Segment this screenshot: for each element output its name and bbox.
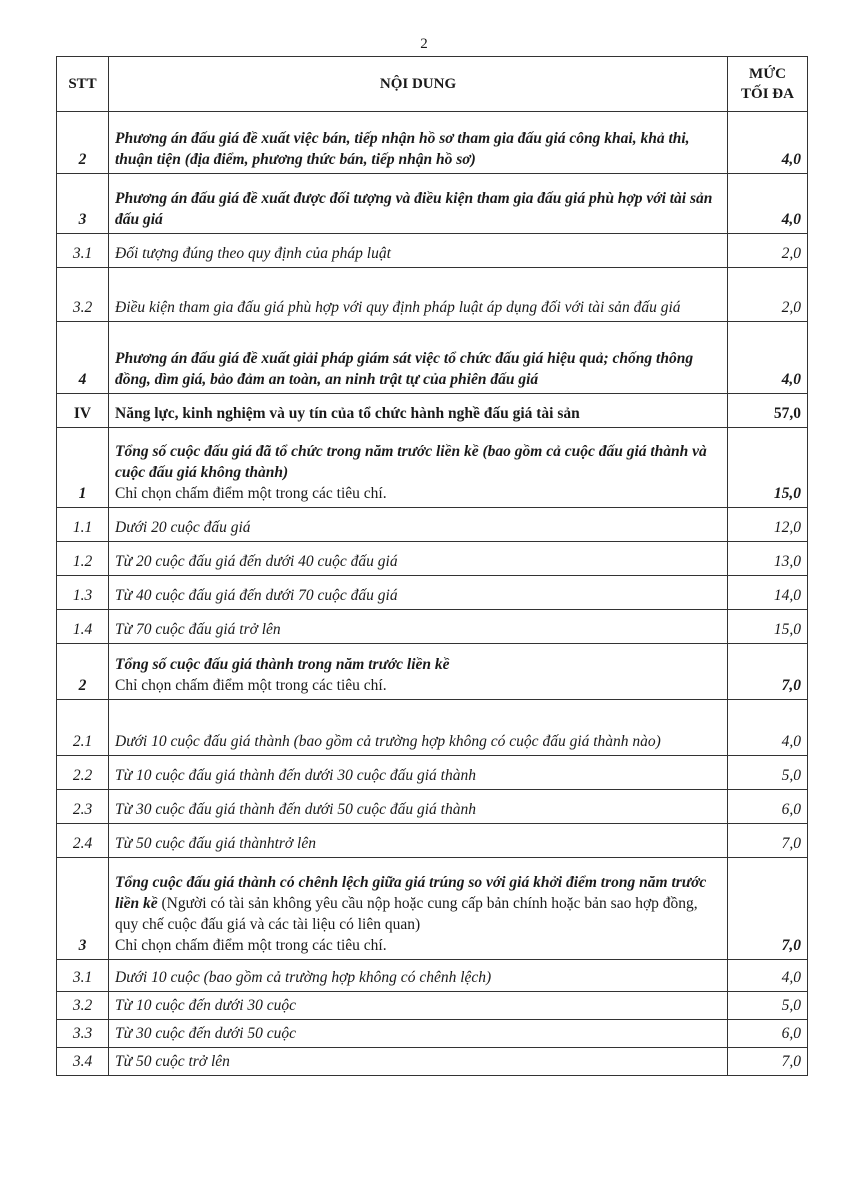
row-stt: 4 (57, 322, 109, 394)
row-title: Năng lực, kinh nghiệm và uy tín của tổ chức hành nghề đấu giá tài sản (115, 405, 580, 423)
row-content (109, 112, 728, 174)
table-header-row (57, 57, 808, 112)
row-stt: 2.1 (57, 700, 109, 756)
row-title: Từ 50 cuộc trở lên (115, 1053, 230, 1071)
row-max-score: 4,0 (728, 322, 808, 394)
row-stt: 3.4 (57, 1048, 109, 1076)
row-title: Phương án đấu giá đề xuất việc bán, tiếp nhận hồ sơ tham gia đấu giá công khai, khả thi, thuận tiện (địa điểm, phương thức bán, tiếp nhận hồ sơ) (115, 130, 690, 169)
row-stt: 2.2 (57, 756, 109, 790)
table-row (57, 112, 808, 174)
row-instruction: Chỉ chọn chấm điểm một trong các tiêu chí. (115, 485, 387, 503)
row-stt: 1.1 (57, 508, 109, 542)
row-title-text: Tổng cuộc đấu giá thành có chênh lệch giữa giá trúng so với giá khởi điểm trong năm trước liền kề (115, 874, 707, 913)
row-stt: IV (57, 394, 109, 428)
row-stt: 3.2 (57, 268, 109, 322)
row-max-score: 6,0 (728, 1020, 808, 1048)
row-content (109, 1048, 728, 1076)
row-max-score: 15,0 (728, 428, 808, 508)
row-max-score: 5,0 (728, 992, 808, 1020)
row-content (109, 268, 728, 322)
row-max-score: 4,0 (728, 112, 808, 174)
row-title: Đối tượng đúng theo quy định của pháp luật (115, 245, 391, 263)
table-row (57, 960, 808, 992)
row-stt: 1.4 (57, 610, 109, 644)
row-title: Từ 30 cuộc đến dưới 50 cuộc (115, 1025, 297, 1043)
row-max-score: 14,0 (728, 576, 808, 610)
row-max-score: 6,0 (728, 790, 808, 824)
row-title: Dưới 10 cuộc (bao gồm cả trường hợp không có chênh lệch) (115, 969, 492, 987)
row-content (109, 756, 728, 790)
row-stt: 1.2 (57, 542, 109, 576)
row-content (109, 508, 728, 542)
row-title: Điều kiện tham gia đấu giá phù hợp với quy định pháp luật áp dụng đối với tài sản đấu giá (115, 299, 681, 317)
header-max-line2: TỐI ĐA (741, 86, 794, 102)
header-max-line1: MỨC (749, 65, 786, 82)
row-title: Từ 20 cuộc đấu giá đến dưới 40 cuộc đấu giá (115, 553, 398, 571)
row-content (109, 234, 728, 268)
row-stt: 1 (57, 428, 109, 508)
row-title: Từ 50 cuộc đấu giá thànhtrở lên (115, 835, 316, 853)
table-row (57, 756, 808, 790)
row-max-score: 7,0 (728, 1048, 808, 1076)
table-row (57, 428, 808, 508)
table-row (57, 992, 808, 1020)
table-row (57, 322, 808, 394)
row-content (109, 960, 728, 992)
table-row (57, 268, 808, 322)
row-stt: 2 (57, 112, 109, 174)
scoring-criteria-table (56, 56, 808, 1076)
table-row (57, 576, 808, 610)
row-stt: 3 (57, 858, 109, 960)
row-title: Phương án đấu giá đề xuất được đối tượng và điều kiện tham gia đấu giá phù hợp với tài sản đấu giá (115, 190, 713, 229)
row-content (109, 542, 728, 576)
row-stt: 3.1 (57, 234, 109, 268)
table-row (57, 858, 808, 960)
header-content: NỘI DUNG (109, 57, 728, 112)
row-max-score: 4,0 (728, 960, 808, 992)
table-row (57, 824, 808, 858)
row-title: Dưới 10 cuộc đấu giá thành (bao gồm cả trường hợp không có cuộc đấu giá thành nào) (115, 733, 661, 751)
row-max-score: 2,0 (728, 268, 808, 322)
row-instruction: Chỉ chọn chấm điểm một trong các tiêu chí. (115, 937, 387, 955)
row-max-score: 5,0 (728, 756, 808, 790)
row-title: Phương án đấu giá đề xuất giải pháp giám sát việc tổ chức đấu giá hiệu quả; chống thông đồng, dìm giá, bảo đảm an toàn, an ninh trật tự của phiên đấu giá (115, 350, 694, 389)
row-stt: 3 (57, 174, 109, 234)
table-row (57, 542, 808, 576)
row-stt: 3.2 (57, 992, 109, 1020)
row-content (109, 790, 728, 824)
row-stt: 1.3 (57, 576, 109, 610)
table-row (57, 234, 808, 268)
row-instruction: Chỉ chọn chấm điểm một trong các tiêu chí. (115, 677, 387, 695)
header-stt: STT (57, 57, 109, 112)
row-title: Tổng số cuộc đấu giá đã tổ chức trong năm trước liền kề (bao gồm cả cuộc đấu giá thành và cuộc đấu giá không thành) (115, 443, 707, 482)
row-content (109, 428, 728, 508)
row-max-score: 12,0 (728, 508, 808, 542)
row-max-score: 57,0 (728, 394, 808, 428)
row-stt: 2.3 (57, 790, 109, 824)
table-row (57, 174, 808, 234)
table-row (57, 700, 808, 756)
table-row (57, 610, 808, 644)
row-content (109, 610, 728, 644)
row-max-score: 2,0 (728, 234, 808, 268)
row-stt: 3.1 (57, 960, 109, 992)
table-row (57, 1048, 808, 1076)
row-content (109, 992, 728, 1020)
header-max-score (728, 57, 808, 112)
row-content (109, 700, 728, 756)
row-title: Từ 10 cuộc đấu giá thành đến dưới 30 cuộc đấu giá thành (115, 767, 476, 785)
row-max-score: 13,0 (728, 542, 808, 576)
row-title: Từ 10 cuộc đến dưới 30 cuộc (115, 997, 297, 1015)
row-stt: 3.3 (57, 1020, 109, 1048)
row-title: Từ 30 cuộc đấu giá thành đến dưới 50 cuộc đấu giá thành (115, 801, 476, 819)
row-max-score: 15,0 (728, 610, 808, 644)
row-content (109, 576, 728, 610)
table-row (57, 644, 808, 700)
row-title: Dưới 20 cuộc đấu giá (115, 519, 251, 537)
row-content (109, 824, 728, 858)
row-stt: 2.4 (57, 824, 109, 858)
row-title (115, 873, 721, 936)
row-stt: 2 (57, 644, 109, 700)
row-content (109, 174, 728, 234)
row-content (109, 858, 728, 960)
row-max-score: 7,0 (728, 824, 808, 858)
row-max-score: 4,0 (728, 700, 808, 756)
row-content (109, 322, 728, 394)
page-number: 2 (420, 36, 428, 52)
row-content (109, 644, 728, 700)
row-max-score: 7,0 (728, 644, 808, 700)
row-note: (Người có tài sản không yêu cầu nộp hoặc cung cấp bản chính hoặc bản sao hợp đồng, quy chế cuộc đấu giá và các tài liệu có liên quan) (115, 895, 698, 934)
row-title: Từ 40 cuộc đấu giá đến dưới 70 cuộc đấu giá (115, 587, 398, 605)
row-content (109, 1020, 728, 1048)
row-max-score: 4,0 (728, 174, 808, 234)
table-row (57, 1020, 808, 1048)
row-max-score: 7,0 (728, 858, 808, 960)
row-content (109, 394, 728, 428)
table-row-section (57, 394, 808, 428)
table-row (57, 508, 808, 542)
row-title: Từ 70 cuộc đấu giá trở lên (115, 621, 281, 639)
row-title: Tổng số cuộc đấu giá thành trong năm trước liền kề (115, 656, 450, 674)
table-row (57, 790, 808, 824)
